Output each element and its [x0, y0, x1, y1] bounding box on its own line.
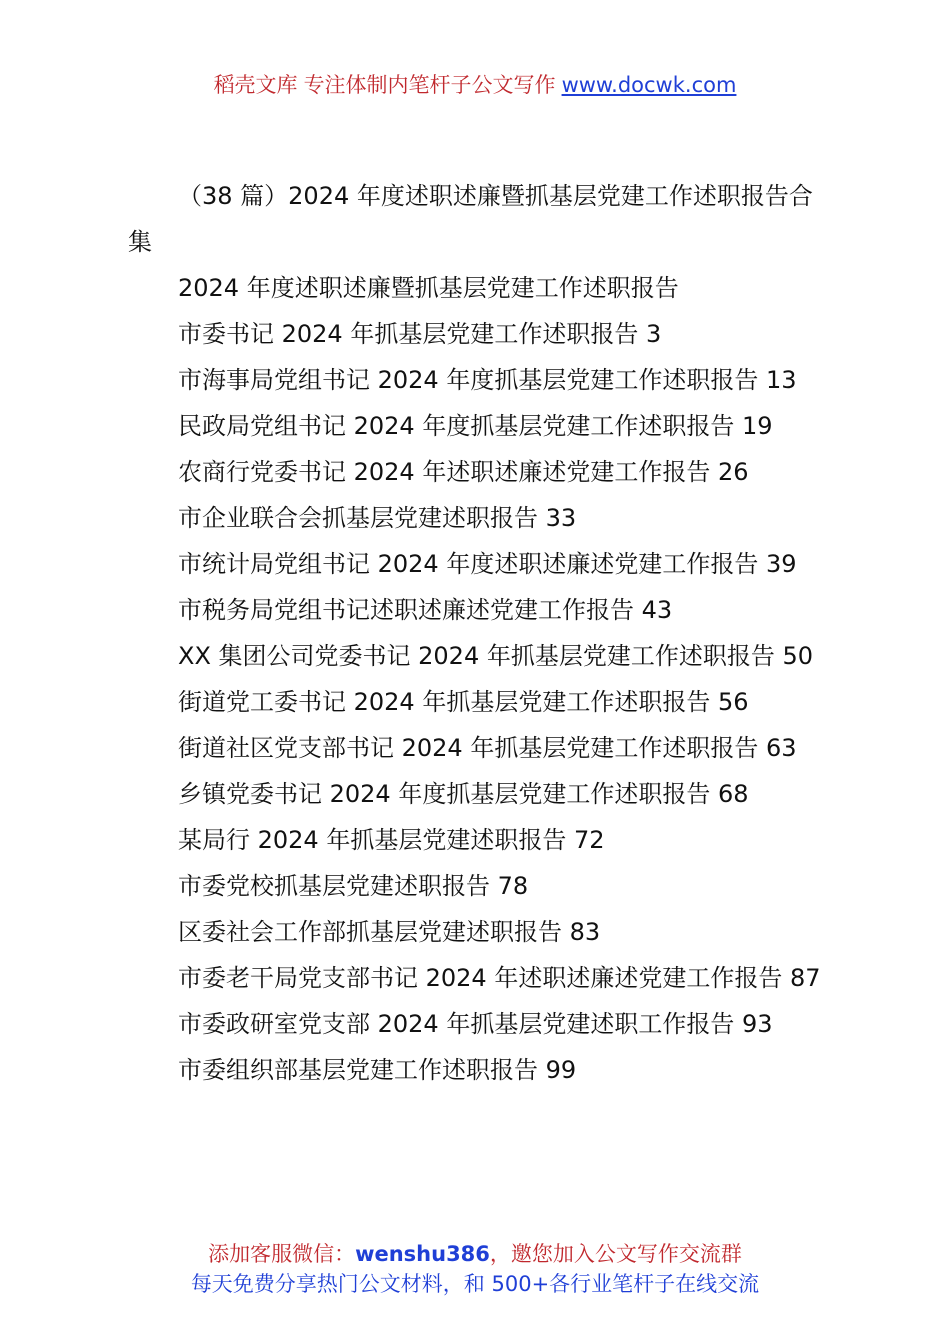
- toc-entry: XX 集团公司党委书记 2024 年抓基层党建工作述职报告 50: [178, 642, 814, 670]
- toc-entry: 某局行 2024 年抓基层党建述职报告 72: [178, 826, 605, 854]
- toc-entry: 区委社会工作部抓基层党建述职报告 83: [178, 918, 601, 946]
- site-link[interactable]: www.docwk.com: [561, 73, 737, 97]
- toc-entry: 市委政研室党支部 2024 年抓基层党建述职工作报告 93: [178, 1010, 773, 1038]
- toc-entry: 乡镇党委书记 2024 年度抓基层党建工作述职报告 68: [178, 780, 749, 808]
- toc-entry: 民政局党组书记 2024 年度抓基层党建工作述职报告 19: [178, 412, 773, 440]
- toc-entry: 市企业联合会抓基层党建述职报告 33: [178, 504, 577, 532]
- footer-contact-prefix: 添加客服微信：: [208, 1242, 356, 1266]
- footer-contact-suffix: ，邀您加入公文写作交流群: [489, 1242, 742, 1266]
- toc-entry: 市海事局党组书记 2024 年度抓基层党建工作述职报告 13: [178, 366, 797, 394]
- toc-entry: 市统计局党组书记 2024 年度述职述廉述党建工作报告 39: [178, 550, 797, 578]
- wechat-id: wenshu386: [355, 1242, 490, 1266]
- footer-contact: [0, 1239, 950, 1269]
- toc-entry: 2024 年度述职述廉暨抓基层党建工作述职报告: [178, 274, 679, 302]
- document-title: （38 篇）2024 年度述职述廉暨抓基层党建工作述职报告合集: [128, 182, 813, 256]
- footer-note: 每天免费分享热门公文材料，和 500+各行业笔杆子在线交流: [190, 1272, 760, 1296]
- toc-entry: 市委党校抓基层党建述职报告 78: [178, 872, 529, 900]
- toc-entry: 市委书记 2024 年抓基层党建工作述职报告 3: [178, 320, 662, 348]
- site-name: 稻壳文库: [213, 73, 298, 97]
- page-footer: [0, 1239, 950, 1299]
- toc-entry: 街道党工委书记 2024 年抓基层党建工作述职报告 56: [178, 688, 749, 716]
- toc-entry: 街道社区党支部书记 2024 年抓基层党建工作述职报告 63: [178, 734, 797, 762]
- site-header: [0, 70, 950, 100]
- site-slogan: 专注体制内笔杆子公文写作: [303, 73, 556, 97]
- toc-entry: 农商行党委书记 2024 年述职述廉述党建工作报告 26: [178, 458, 749, 486]
- toc-entry: 市税务局党组书记述职述廉述党建工作报告 43: [178, 596, 673, 624]
- toc-entry: 市委组织部基层党建工作述职报告 99: [178, 1056, 577, 1084]
- document-body: [128, 173, 828, 1093]
- toc-entry: 市委老干局党支部书记 2024 年述职述廉述党建工作报告 87: [178, 964, 821, 992]
- toc-list: [128, 265, 828, 1093]
